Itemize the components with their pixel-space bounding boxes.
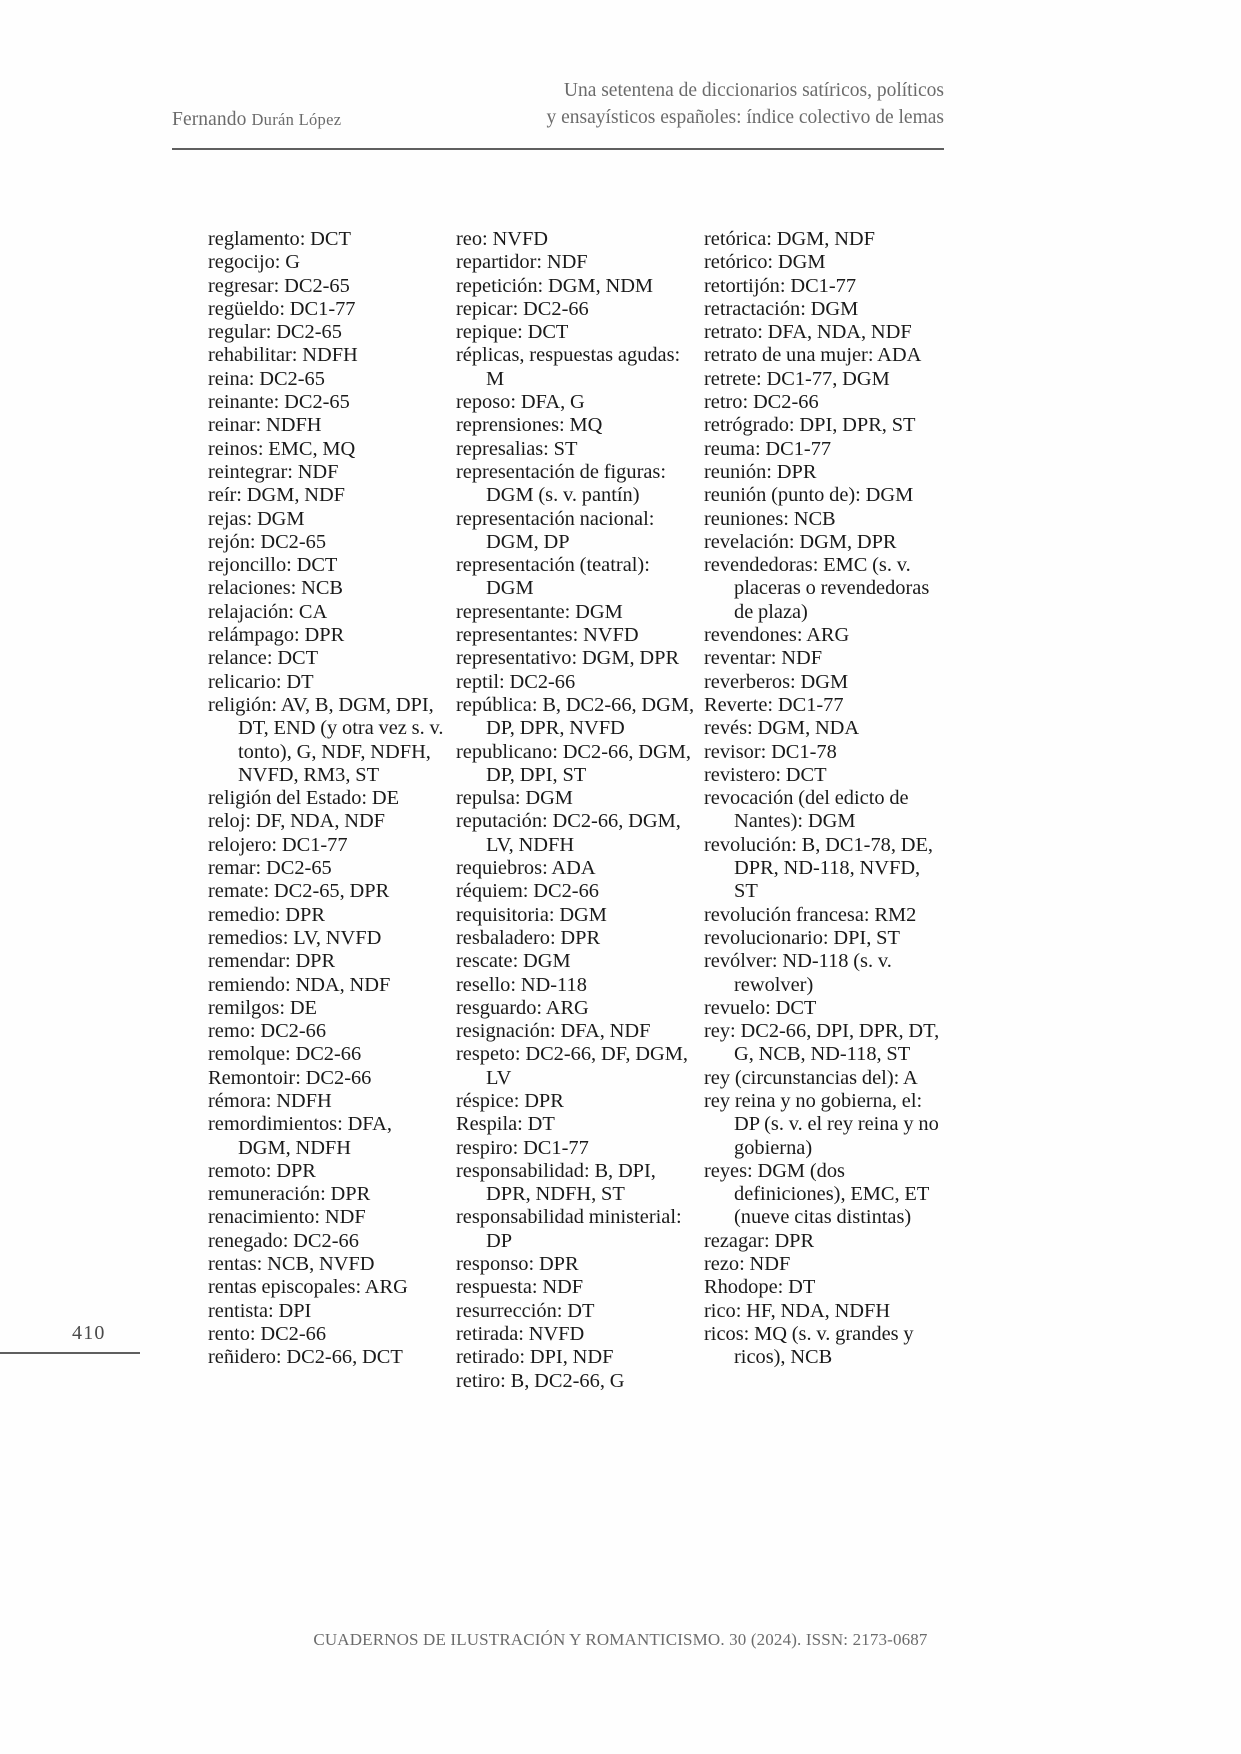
index-entry: representantes: NVFD — [456, 624, 639, 647]
index-entry: remendar: DPR — [208, 950, 336, 973]
index-entry: regocijo: G — [208, 251, 300, 274]
running-header-title — [547, 78, 944, 132]
index-entry: regular: DC2-65 — [208, 321, 342, 344]
index-entry: revuelo: DCT — [704, 996, 817, 1019]
header-rule — [172, 148, 944, 150]
index-entry: reunión (punto de): DGM — [704, 484, 914, 507]
index-entry: resignación: DFA, NDF — [456, 1020, 651, 1043]
index-entry: respuesta: NDF — [456, 1276, 584, 1299]
index-entry: religión: AV, B, DGM, DPI, DT, END (y otra vez s. v. tonto), G, NDF, NDFH, NVFD, RM3, ST — [208, 693, 449, 786]
index-entry: rey: DC2-66, DPI, DPR, DT, G, NCB, ND-118, ST — [704, 1020, 944, 1066]
running-header-title-line2: y ensayísticos españoles: índice colectivo de lemas — [546, 106, 944, 128]
index-entry: representación nacional: DGM, DP — [456, 507, 660, 553]
index-entry: revolucionario: DPI, ST — [704, 926, 900, 949]
index-entry: reinos: EMC, MQ — [208, 437, 356, 460]
index-entry: represalias: ST — [456, 437, 578, 460]
index-entry: rey reina y no gobierna, el: DP (s. v. el rey reina y no gobierna) — [704, 1089, 944, 1159]
footer-citation: CUADERNOS DE ILUSTRACIÓN Y ROMANTICISMO. 30 (2024). ISSN: 2173-0687 — [313, 1630, 928, 1649]
index-entry: Remontoir: DC2-66 — [208, 1066, 372, 1089]
index-entry: retirada: NVFD — [456, 1322, 585, 1345]
index-entry: retractación: DGM — [704, 297, 859, 320]
index-entry: retrógrado: DPI, DPR, ST — [704, 414, 916, 437]
index-entry: representante: DGM — [456, 600, 623, 623]
index-entry: remoto: DPR — [208, 1159, 316, 1182]
index-entry: requiebros: ADA — [456, 857, 596, 880]
index-entry: remolque: DC2-66 — [208, 1043, 362, 1066]
index-entry: relajación: CA — [208, 600, 328, 623]
index-entry: remedios: LV, NVFD — [208, 926, 382, 949]
index-entry: réspice: DPR — [456, 1089, 564, 1112]
index-entry: revolución francesa: RM2 — [704, 903, 917, 926]
running-header-author — [172, 109, 341, 132]
index-entry: Rhodope: DT — [704, 1276, 816, 1299]
index-entry: rentista: DPI — [208, 1299, 312, 1322]
index-entry: Reverte: DC1-77 — [704, 693, 844, 716]
index-entry: republicano: DC2-66, DGM, DP, DPI, ST — [456, 740, 696, 786]
index-entry: rehabilitar: NDFH — [208, 344, 358, 367]
index-entry: repartidor: NDF — [456, 251, 588, 274]
index-entry: retro: DC2-66 — [704, 391, 819, 414]
index-entry: reprensiones: MQ — [456, 414, 603, 437]
index-entry: revolución: B, DC1-78, DE, DPR, ND-118, NVFD, ST — [704, 833, 938, 903]
index-entry: resbaladero: DPR — [456, 926, 601, 949]
index-entry: reventar: NDF — [704, 647, 823, 670]
index-column-3 — [704, 228, 944, 1393]
index-entry: rento: DC2-66 — [208, 1322, 327, 1345]
index-entry: responsabilidad: B, DPI, DPR, NDFH, ST — [456, 1159, 661, 1206]
index-entry: reloj: DF, NDA, NDF — [208, 810, 386, 833]
index-entry: reír: DGM, NDF — [208, 484, 346, 507]
running-header-title-line1: Una setentena de diccionarios satíricos, políticos — [563, 80, 944, 101]
author-name-normal: Fernando — [172, 108, 252, 130]
index-entry: remedio: DPR — [208, 903, 325, 926]
index-entry: Respila: DT — [456, 1113, 555, 1136]
index-entry: responso: DPR — [456, 1253, 579, 1276]
index-entry: repulsa: DGM — [456, 787, 573, 810]
index-entry: rémora: NDFH — [208, 1089, 332, 1112]
index-entry: retrato de una mujer: ADA — [704, 344, 922, 367]
index-entry: revólver: ND-118 (s. v. rewolver) — [704, 950, 897, 996]
index-entry: representación (teatral): DGM — [456, 554, 655, 600]
folio-rule — [0, 1352, 140, 1354]
index-entry: remordimientos: DFA, DGM, NDFH — [208, 1113, 397, 1159]
index-entry: retiro: B, DC2-66, G — [456, 1369, 625, 1392]
index-column-1 — [208, 228, 448, 1393]
index-entry: relámpago: DPR — [208, 624, 345, 647]
page-number: 410 — [72, 1322, 106, 1344]
index-entry: ricos: MQ (s. v. grandes y ricos), NCB — [704, 1322, 919, 1369]
index-entry: retórico: DGM — [704, 251, 826, 274]
index-entry: reintegrar: NDF — [208, 460, 339, 483]
index-entry: rentas episcopales: ARG — [208, 1276, 408, 1299]
index-entry: reunión: DPR — [704, 460, 817, 483]
index-entry: remar: DC2-65 — [208, 857, 332, 880]
index-entry: revés: DGM, NDA — [704, 717, 860, 740]
index-entry: reposo: DFA, G — [456, 391, 585, 414]
index-entry: retórica: DGM, NDF — [704, 228, 875, 250]
index-entry: rejas: DGM — [208, 507, 305, 530]
index-entry: regüeldo: DC1-77 — [208, 297, 356, 320]
index-entry: reinar: NDFH — [208, 414, 322, 437]
index-entry: rey (circunstancias del): A — [704, 1066, 918, 1089]
index-entry: religión del Estado: DE — [208, 787, 400, 810]
index-entry: remilgos: DE — [208, 996, 318, 1019]
index-entry: rezagar: DPR — [704, 1229, 815, 1252]
index-entry: reinante: DC2-65 — [208, 391, 350, 414]
index-entry: resurrección: DT — [456, 1299, 595, 1322]
index-entry: renegado: DC2-66 — [208, 1229, 359, 1252]
index-entry: resello: ND-118 — [456, 973, 587, 996]
index-column-2 — [456, 228, 699, 1393]
index-entry: representativo: DGM, DPR — [456, 647, 680, 670]
index-entry: revendedoras: EMC (s. v. placeras o revendedoras de plaza) — [704, 554, 935, 623]
index-entry: repicar: DC2-66 — [456, 297, 589, 320]
index-entry: remuneración: DPR — [208, 1183, 371, 1206]
index-entry: repetición: DGM, NDM — [456, 274, 654, 297]
index-entry: retrete: DC1-77, DGM — [704, 367, 890, 390]
index-entry: respeto: DC2-66, DF, DGM, LV — [456, 1043, 693, 1089]
index-entry: remate: DC2-65, DPR — [208, 880, 390, 903]
index-entry: revendones: ARG — [704, 624, 850, 647]
running-header — [172, 78, 944, 132]
index-entry: réplicas, respuestas agudas: M — [456, 344, 685, 390]
index-entry: reyes: DGM (dos definiciones), EMC, ET (nueve citas distintas) — [704, 1159, 934, 1229]
index-entry: remiendo: NDA, NDF — [208, 973, 391, 996]
index-entry: remo: DC2-66 — [208, 1020, 327, 1043]
index-entry: revistero: DCT — [704, 763, 827, 786]
index-entry: reuma: DC1-77 — [704, 437, 832, 460]
index-entry: rico: HF, NDA, NDFH — [704, 1299, 891, 1322]
author-name-smallcaps: Durán López — [251, 109, 342, 129]
folio-block — [0, 1322, 172, 1345]
index-entry: reñidero: DC2-66, DCT — [208, 1346, 403, 1369]
index-entry: revisor: DC1-78 — [704, 740, 837, 763]
index-entry: relojero: DC1-77 — [208, 833, 348, 856]
index-entry: rentas: NCB, NVFD — [208, 1253, 375, 1276]
index-entry: responsabilidad ministerial: DP — [456, 1206, 687, 1252]
index-entry: rejón: DC2-65 — [208, 530, 327, 553]
index-entry: representación de figuras: DGM (s. v. pantín) — [456, 460, 671, 507]
index-entry: rejoncillo: DCT — [208, 554, 338, 577]
index-columns — [208, 228, 998, 1393]
index-entry: revelación: DGM, DPR — [704, 530, 897, 553]
index-entry: reuniones: NCB — [704, 507, 836, 530]
index-entry: reverberos: DGM — [704, 670, 849, 693]
index-entry: réquiem: DC2-66 — [456, 880, 599, 903]
index-entry: rescate: DGM — [456, 950, 571, 973]
index-entry: reina: DC2-65 — [208, 367, 325, 390]
index-entry: retrato: DFA, NDA, NDF — [704, 321, 912, 344]
index-entry: república: B, DC2-66, DGM, DP, DPR, NVFD — [456, 693, 699, 740]
index-entry: relaciones: NCB — [208, 577, 344, 600]
index-entry: regresar: DC2-65 — [208, 274, 350, 297]
index-entry: relance: DCT — [208, 647, 319, 670]
index-entry: rezo: NDF — [704, 1253, 791, 1276]
index-entry: resguardo: ARG — [456, 996, 589, 1019]
index-entry: retirado: DPI, NDF — [456, 1346, 614, 1369]
index-entry: reo: NVFD — [456, 228, 549, 250]
index-entry: reglamento: DCT — [208, 228, 351, 250]
index-entry: respiro: DC1-77 — [456, 1136, 589, 1159]
index-entry: reputación: DC2-66, DGM, LV, NDFH — [456, 810, 686, 856]
index-entry: revocación (del edicto de Nantes): DGM — [704, 787, 914, 833]
index-entry: relicario: DT — [208, 670, 314, 693]
index-entry: requisitoria: DGM — [456, 903, 607, 926]
index-entry: renacimiento: NDF — [208, 1206, 366, 1229]
index-entry: repique: DCT — [456, 321, 569, 344]
index-entry: reptil: DC2-66 — [456, 670, 576, 693]
index-entry: retortijón: DC1-77 — [704, 274, 857, 297]
